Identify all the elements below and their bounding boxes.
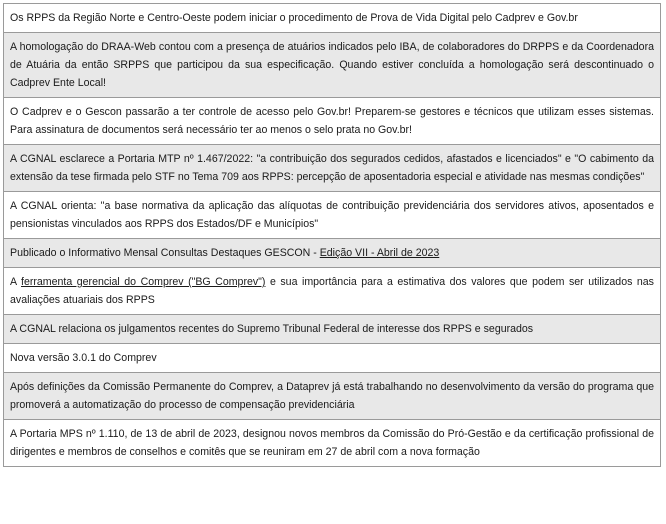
news-item-comprev-version[interactable]: Nova versão 3.0.1 do Comprev [4, 344, 661, 373]
news-item-draa-web[interactable]: A homologação do DRAA-Web contou com a presença de atuários indicados pelo IBA, de colaboradores do DRPPS e da Coordenadora de Atuária da então SRPPS que participou da sua especificação. Quando estiver concluída a homologação será descontinuado o Cadprev Ente Local! [4, 33, 661, 98]
news-row [4, 4, 661, 33]
informativo-link[interactable]: Edição VII - Abril de 2023 [319, 247, 440, 259]
news-item-prova-de-vida[interactable]: Os RPPS da Região Norte e Centro-Oeste podem iniciar o procedimento de Prova de Vida Digital pelo Cadprev e Gov.br [4, 4, 661, 33]
news-row [4, 344, 661, 373]
news-row [4, 268, 661, 315]
news-item-portaria-mps[interactable]: A Portaria MPS nº 1.110, de 13 de abril de 2023, designou novos membros da Comissão do Pró-Gestão e da certificação profissional de dirigentes e membros de conselhos e comitês que se reuniram em 27 de abril com a nova formação [4, 420, 661, 467]
news-row [4, 98, 661, 145]
news-row [4, 315, 661, 344]
news-item-cgnal-portaria[interactable]: A CGNAL esclarece a Portaria MTP nº 1.467/2022: "a contribuição dos segurados cedidos, afastados e licenciados" e "O cabimento da extensão da tese firmada pelo STF no Tema 709 aos RPPS: percepção de aposentadoria especial e atividade nas mesmas condições" [4, 145, 661, 192]
news-item-cgnal-aliquotas[interactable]: A CGNAL orienta: "a base normativa da aplicação das alíquotas de contribuição previdenciária dos servidores ativos, aposentados e pensionistas vinculados aos RPPS dos Estados/DF e Municípios" [4, 192, 661, 239]
news-row [4, 192, 661, 239]
news-item-text: A [10, 276, 22, 288]
news-row [4, 420, 661, 467]
bg-comprev-link[interactable]: ferramenta gerencial do Comprev ("BG Comprev") [21, 276, 266, 288]
news-row [4, 239, 661, 268]
news-item-gov-br-access[interactable]: O Cadprev e o Gescon passarão a ter controle de acesso pelo Gov.br! Preparem-se gestores e técnicos que utilizam esses sistemas. Para assinatura de documentos será necessário ter ao menos o selo prata no Gov.br! [4, 98, 661, 145]
news-item-bg-comprev [4, 268, 661, 315]
news-item-text: e sua importância para a estimativa dos valores que podem ser utilizados nas avaliações atuariais dos RPPS [10, 276, 654, 306]
news-item-dataprev[interactable]: Após definições da Comissão Permanente do Comprev, a Dataprev já está trabalhando no desenvolvimento da versão do programa que promoverá a automatização do processo de compensação previdenciária [4, 373, 661, 420]
news-row [4, 145, 661, 192]
news-item-text: Publicado o Informativo Mensal Consultas Destaques GESCON - [10, 247, 320, 259]
news-item-stf-julgamentos[interactable]: A CGNAL relaciona os julgamentos recentes do Supremo Tribunal Federal de interesse dos RPPS e segurados [4, 315, 661, 344]
news-row [4, 373, 661, 420]
news-table [3, 3, 661, 467]
news-row [4, 33, 661, 98]
news-item-informativo [4, 239, 661, 268]
